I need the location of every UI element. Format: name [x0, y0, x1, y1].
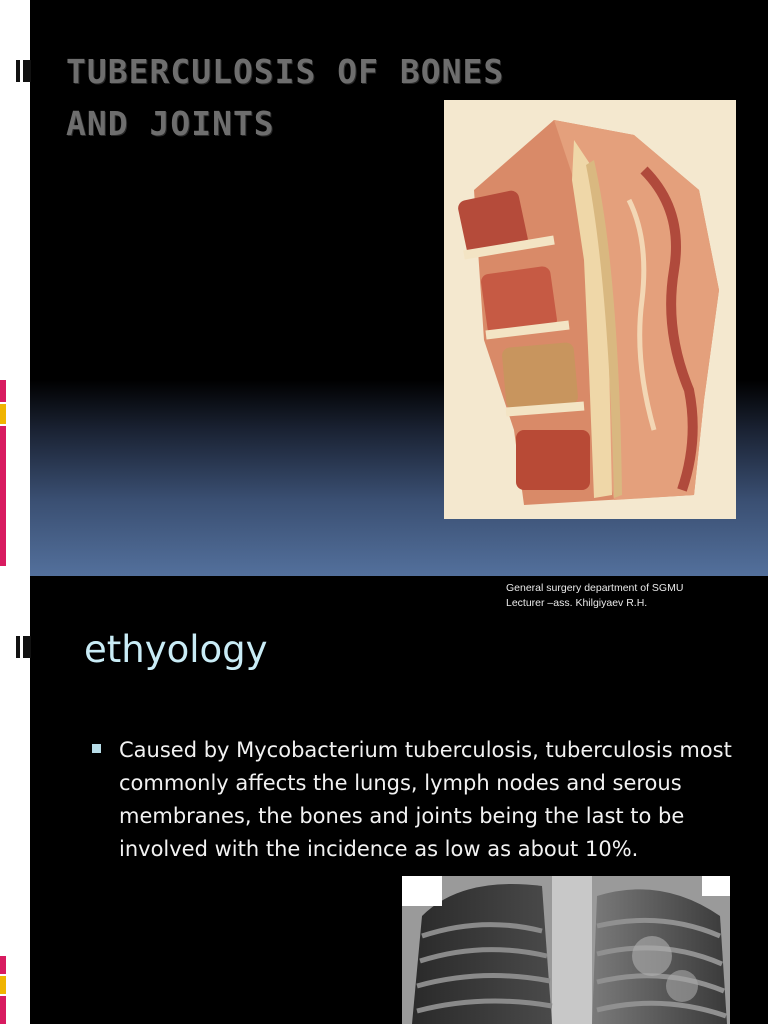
slide-corner-mark — [16, 636, 32, 658]
accent-mark-gold — [0, 976, 6, 994]
bullet-text: Caused by Mycobacterium tuberculosis, tuberculosis most commonly affects the lungs, lymph nodes and serous membranes, the bones and joints being the last to be involved with the incidence as low as about 10%. — [119, 738, 732, 861]
bullet-item — [92, 734, 752, 866]
accent-mark-pink-long — [0, 996, 6, 1024]
slide-heading: ethyology — [84, 628, 268, 671]
bullet-square-icon — [92, 744, 101, 753]
credit-line-2: Lecturer –ass. Khilgiyaev R.H. — [506, 597, 648, 609]
slide-corner-mark — [16, 60, 32, 82]
credit-line-1: General surgery department of SGMU — [506, 582, 684, 594]
title-line-1: TUBERCULOSIS OF BONES — [66, 52, 505, 91]
accent-mark-pink — [0, 956, 6, 974]
accent-mark-pink-long — [0, 426, 6, 566]
title-line-2: AND JOINTS — [66, 104, 275, 143]
accent-mark-gold — [0, 404, 6, 424]
accent-mark-pink — [0, 380, 6, 402]
slide-ethyology — [0, 576, 768, 1024]
spine-illustration-icon — [444, 100, 736, 519]
chest-xray-icon — [402, 876, 730, 1024]
credit-text — [506, 581, 746, 611]
